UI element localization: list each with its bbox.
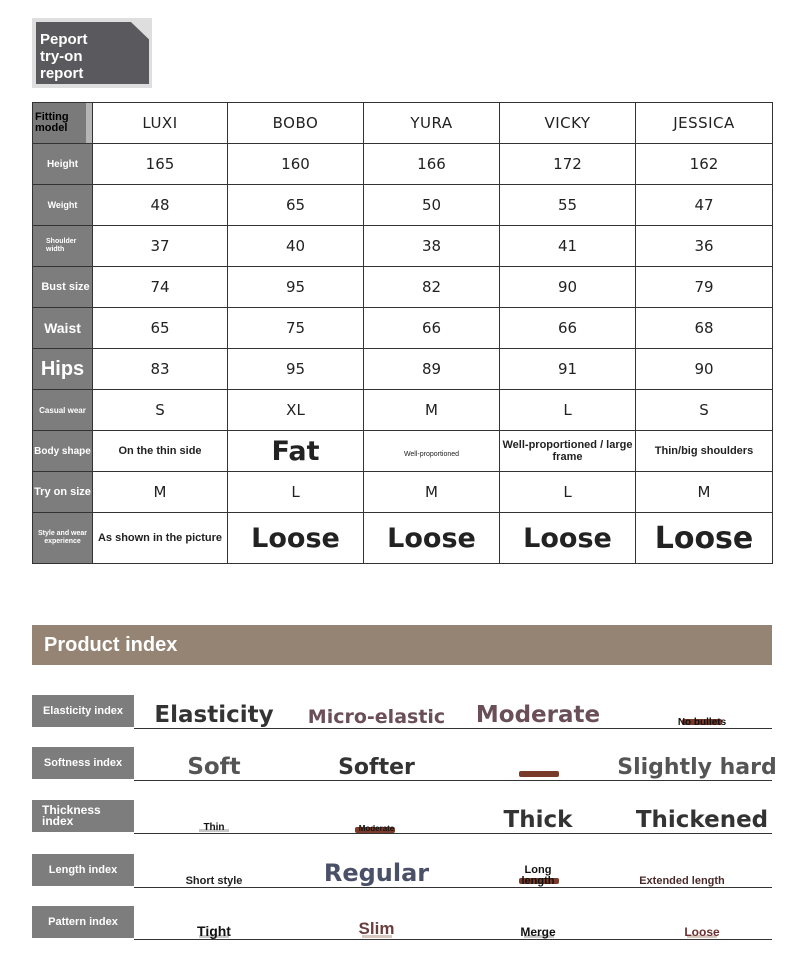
- table-cell: S: [93, 390, 228, 431]
- row-label: Hips: [33, 349, 93, 390]
- table-cell: 65: [93, 308, 228, 349]
- cell-text: Well-proportioned / large frame: [502, 439, 633, 463]
- cell-text: Loose: [387, 522, 476, 554]
- cell-text: On the thin side: [118, 445, 202, 457]
- index-row-length: [32, 854, 772, 888]
- index-label: Length index: [32, 854, 134, 886]
- index-option: Merge: [520, 925, 556, 939]
- table-cell: 68: [636, 308, 773, 349]
- table-cell: 95: [228, 349, 364, 390]
- table-cell: 47: [636, 185, 773, 226]
- table-cell: M: [93, 472, 228, 513]
- table-row: [33, 185, 773, 226]
- model-name: VICKY: [500, 103, 636, 144]
- table-cell: [500, 431, 636, 472]
- index-option: Thin: [203, 822, 225, 833]
- row-label: Height: [33, 144, 93, 185]
- table-cell: 55: [500, 185, 636, 226]
- table-cell: 36: [636, 226, 773, 267]
- index-row-thickness: [32, 800, 772, 834]
- table-cell: 37: [93, 226, 228, 267]
- index-option: Regular: [323, 859, 430, 887]
- index-option: Extended length: [639, 875, 725, 887]
- table-cell: 172: [500, 144, 636, 185]
- index-option: [468, 747, 608, 781]
- index-option: Slim: [358, 919, 395, 938]
- table-row: [33, 390, 773, 431]
- row-label: Style and wear experience: [33, 513, 93, 564]
- table-cell: 75: [228, 308, 364, 349]
- index-row-elasticity: [32, 695, 772, 729]
- index-option: Long length: [521, 864, 555, 887]
- index-option: Loose: [684, 925, 720, 939]
- table-cell: L: [500, 472, 636, 513]
- index-option: Softer: [338, 755, 415, 780]
- table-cell: L: [228, 472, 364, 513]
- cell-text: Loose: [523, 522, 612, 554]
- row-label: [33, 103, 93, 144]
- index-option: Soft: [187, 754, 241, 780]
- model-name: LUXI: [93, 103, 228, 144]
- table-row: [33, 349, 773, 390]
- table-row: [33, 308, 773, 349]
- table-cell: [364, 513, 500, 564]
- index-option: Tight: [197, 923, 231, 939]
- table-cell: 91: [500, 349, 636, 390]
- index-label: Thickness index: [32, 800, 134, 832]
- cell-text: As shown in the picture: [97, 532, 223, 544]
- cell-text: Loose: [654, 520, 754, 556]
- index-label: Pattern index: [32, 906, 134, 938]
- table-cell: 165: [93, 144, 228, 185]
- cell-text: Thin/big shoulders: [654, 445, 754, 457]
- table-cell: M: [364, 472, 500, 513]
- table-cell: M: [636, 472, 773, 513]
- model-name: JESSICA: [636, 103, 773, 144]
- table-cell: 90: [636, 349, 773, 390]
- index-row-softness: [32, 747, 777, 781]
- row-label: Weight: [33, 185, 93, 226]
- table-cell: [636, 513, 773, 564]
- index-option: Slightly hard: [617, 755, 777, 780]
- table-row: [33, 226, 773, 267]
- table-cell: 66: [500, 308, 636, 349]
- table-cell: 95: [228, 267, 364, 308]
- table-cell: [228, 431, 364, 472]
- table-cell: 74: [93, 267, 228, 308]
- table-cell: XL: [228, 390, 364, 431]
- table-cell: [636, 431, 773, 472]
- product-index-bar: [32, 625, 772, 665]
- table-cell: S: [636, 390, 773, 431]
- index-option: Thickened: [635, 807, 769, 833]
- cell-text: Well-proportioned: [403, 450, 460, 458]
- index-row-pattern: [32, 906, 772, 940]
- report-badge: [32, 18, 152, 88]
- table-cell: 40: [228, 226, 364, 267]
- index-option: No bullets: [677, 717, 727, 728]
- table-cell: 66: [364, 308, 500, 349]
- model-name: BOBO: [228, 103, 364, 144]
- cell-text: Loose: [251, 522, 340, 554]
- table-row: [33, 431, 773, 472]
- table-cell: [500, 513, 636, 564]
- table-cell: [364, 431, 500, 472]
- index-option: Thick: [503, 807, 573, 833]
- table-cell: [93, 513, 228, 564]
- report-title: Peport try-on report: [40, 31, 88, 82]
- table-cell: M: [364, 390, 500, 431]
- table-row: [33, 267, 773, 308]
- row-label: Casual wear: [33, 390, 93, 431]
- index-option: Short style: [185, 875, 243, 887]
- table-row: [33, 513, 773, 564]
- index-option: Moderate: [475, 702, 601, 728]
- index-option: Elasticity: [154, 702, 274, 728]
- row-label: Try on size: [33, 472, 93, 513]
- row-label: Body shape: [33, 431, 93, 472]
- table-cell: 41: [500, 226, 636, 267]
- table-cell: [228, 513, 364, 564]
- fitting-table: [32, 102, 773, 564]
- table-cell: L: [500, 390, 636, 431]
- index-option: Moderate: [358, 824, 395, 833]
- table-header-row: [33, 103, 773, 144]
- table-cell: 38: [364, 226, 500, 267]
- index-label: Elasticity index: [32, 695, 134, 727]
- row-label: Bust size: [33, 267, 93, 308]
- table-cell: [93, 431, 228, 472]
- cell-text: Fat: [271, 435, 320, 467]
- table-cell: 65: [228, 185, 364, 226]
- row-label: Shoulder width: [33, 226, 93, 267]
- table-row: [33, 472, 773, 513]
- table-cell: 79: [636, 267, 773, 308]
- table-cell: 90: [500, 267, 636, 308]
- index-option: Micro-elastic: [307, 706, 446, 728]
- table-cell: 82: [364, 267, 500, 308]
- table-cell: 160: [228, 144, 364, 185]
- table-cell: 83: [93, 349, 228, 390]
- table-cell: 48: [93, 185, 228, 226]
- table-cell: 50: [364, 185, 500, 226]
- row-label: Waist: [33, 308, 93, 349]
- index-label: Softness index: [32, 747, 134, 779]
- header-label-text: Fitting model: [35, 111, 69, 134]
- table-cell: 166: [364, 144, 500, 185]
- product-index-title: Product index: [44, 634, 178, 656]
- table-cell: 162: [636, 144, 773, 185]
- table-cell: 89: [364, 349, 500, 390]
- table-row: [33, 144, 773, 185]
- model-name: YURA: [364, 103, 500, 144]
